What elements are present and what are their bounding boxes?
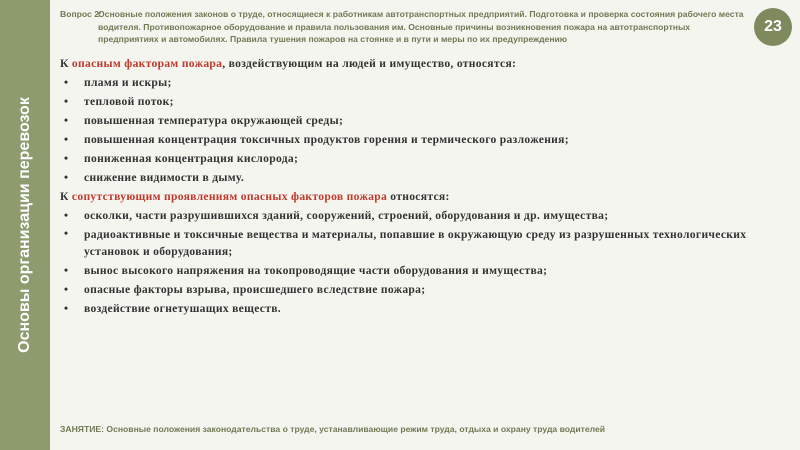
bullet: • [64, 76, 69, 89]
section2-prefix: К [60, 190, 72, 203]
question-label: Вопрос 2: [60, 9, 102, 19]
section2-heading [60, 187, 790, 206]
list-item [60, 280, 790, 299]
list-item-text: воздействие огнетушащих веществ. [84, 302, 282, 315]
section1-suffix: , воздействующим на людей и имущество, относятся: [222, 57, 517, 70]
bullet: • [64, 209, 69, 222]
slide-number-badge [754, 8, 792, 46]
list-item-text: пониженная концентрация кислорода; [84, 152, 299, 165]
section2-list [60, 206, 790, 318]
list-item [60, 299, 790, 318]
section1-heading [60, 54, 790, 73]
bullet: • [64, 133, 69, 146]
list-item [60, 225, 790, 261]
list-item-text: тепловой поток; [84, 95, 174, 108]
slide-header [60, 8, 750, 46]
list-item-text: пламя и искры; [84, 76, 172, 89]
list-item [60, 168, 790, 187]
bullet: • [64, 114, 69, 127]
bullet: • [64, 302, 69, 315]
slide-number: 23 [764, 18, 782, 35]
list-item [60, 73, 790, 92]
section1-list [60, 73, 790, 187]
list-item-text: повышенная концентрация токсичных продуктов горения и термического разложения; [84, 133, 569, 146]
list-item-text: повышенная температура окружающей среды; [84, 114, 344, 127]
list-item [60, 130, 790, 149]
bullet: • [64, 283, 69, 296]
sidebar-title: Основы организации перевозок [16, 97, 33, 353]
bullet: • [64, 264, 69, 277]
slide-footer: ЗАНЯТИЕ: Основные положения законодательства о труде, устанавливающие режим труда, отдыха и охрану труда водителей [60, 424, 606, 434]
section1-highlight: опасным факторам пожара [71, 57, 223, 70]
bullet: • [64, 95, 69, 108]
question-text: Основные положения законов о труде, относящиеся к работникам автотранспортных предприятий. Подготовка и проверка состояния рабочего места водителя. Противопожарное оборудование и правила пользования им. Основные причины возникновения пожара на автотранспортных предприятиях и автомобилях. Правила тушения пожаров на стоянке и в пути и меры по их предупреждению [98, 9, 744, 44]
section1-prefix: К [60, 57, 72, 70]
section2-highlight: сопутствующим проявлениям опасных факторов пожара [71, 190, 388, 203]
list-item-text: осколки, части разрушившихся зданий, сооружений, строений, оборудования и др. имущества; [84, 209, 609, 222]
list-item [60, 92, 790, 111]
list-item [60, 261, 790, 280]
bullet: • [64, 152, 69, 165]
section2-suffix: относятся: [387, 190, 450, 203]
slide-content [60, 54, 790, 318]
bullet: • [64, 171, 69, 184]
list-item-text: вынос высокого напряжения на токопроводящие части оборудования и имущества; [84, 264, 548, 277]
sidebar [0, 0, 50, 450]
bullet: • [64, 227, 69, 240]
list-item [60, 111, 790, 130]
list-item [60, 149, 790, 168]
list-item-text: опасные факторы взрыва, происшедшего вследствие пожара; [84, 283, 426, 296]
list-item [60, 206, 790, 225]
list-item-text: снижение видимости в дыму. [84, 171, 245, 184]
list-item-text: радиоактивные и токсичные вещества и материалы, попавшие в окружающую среду из разрушенных технологических установок и оборудования; [84, 228, 747, 258]
